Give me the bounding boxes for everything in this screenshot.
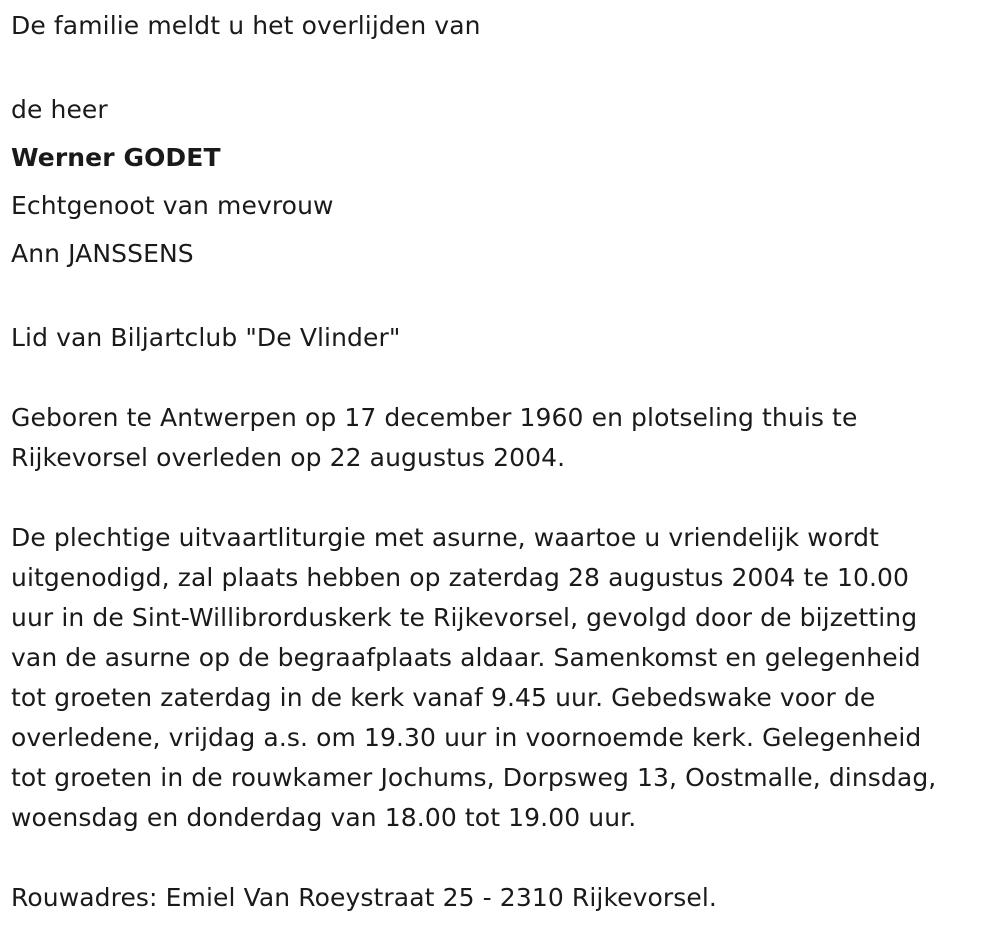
deceased-name: Werner GODET bbox=[11, 143, 221, 172]
spacer bbox=[11, 478, 996, 518]
funeral-line: overledene, vrijdag a.s. om 19.30 uur in voornoemde kerk. Gelegenheid bbox=[11, 723, 922, 752]
spouse-label: Echtgenoot van mevrouw bbox=[11, 191, 334, 220]
funeral-line: woensdag en donderdag van 18.00 tot 19.00 uur. bbox=[11, 803, 637, 832]
funeral-line: De plechtige uitvaartliturgie met asurne, waartoe u vriendelijk wordt bbox=[11, 523, 880, 552]
birth-death-line: Geboren te Antwerpen op 17 december 1960 en plotseling thuis te bbox=[11, 403, 858, 432]
spacer bbox=[11, 46, 996, 86]
funeral-line: uitgenodigd, zal plaats hebben op zaterdag 28 augustus 2004 te 10.00 bbox=[11, 563, 910, 592]
spacer bbox=[11, 838, 996, 878]
funeral-line: tot groeten zaterdag in de kerk vanaf 9.45 uur. Gebedswake voor de bbox=[11, 683, 876, 712]
membership-text: Lid van Biljartclub "De Vlinder" bbox=[11, 323, 401, 352]
address-text: Rouwadres: Emiel Van Roeystraat 25 - 2310 Rijkevorsel. bbox=[11, 883, 717, 912]
intro-text: De familie meldt u het overlijden van bbox=[11, 11, 481, 40]
funeral-line: uur in de Sint-Willibrorduskerk te Rijkevorsel, gevolgd door de bijzetting bbox=[11, 603, 918, 632]
birth-death-line: Rijkevorsel overleden op 22 augustus 2004. bbox=[11, 443, 566, 472]
spacer bbox=[11, 278, 996, 318]
title-text: de heer bbox=[11, 95, 108, 124]
death-notice bbox=[11, 6, 996, 918]
spacer bbox=[11, 358, 996, 398]
funeral-line: tot groeten in de rouwkamer Jochums, Dorpsweg 13, Oostmalle, dinsdag, bbox=[11, 763, 937, 792]
funeral-line: van de asurne op de begraafplaats aldaar. Samenkomst en gelegenheid bbox=[11, 643, 921, 672]
spouse-name: Ann JANSSENS bbox=[11, 239, 194, 268]
